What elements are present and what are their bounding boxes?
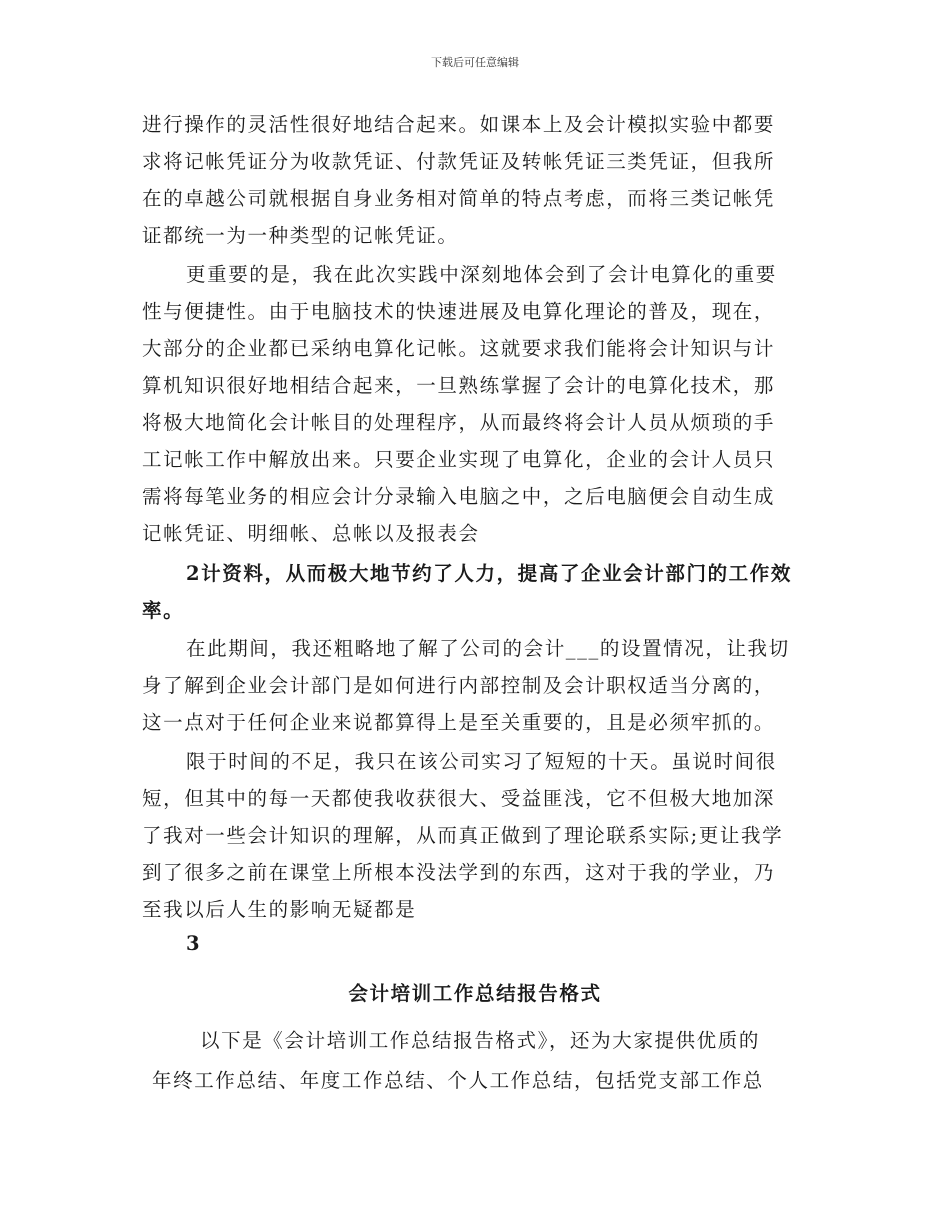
paragraph-line: 身了解到企业会计部门是如何进行内部控制及会计职权适当分离的， — [142, 674, 776, 697]
paragraph-line: 这一点对于任何企业来说都算得上是至关重要的，且是必须牢抓的。 — [142, 711, 776, 734]
paragraph-line: 工记帐工作中解放出来。只要企业实现了电算化，企业的会计人员只 — [142, 448, 776, 471]
page-header: 下载后可任意编辑 — [431, 56, 519, 69]
paragraph-line: 进行操作的灵活性很好地结合起来。如课本上及会计模拟实验中都要 — [142, 113, 776, 136]
paragraph-line: 年终工作总结、年度工作总结、个人工作总结，包括党支部工作总 — [152, 1069, 764, 1092]
paragraph-line: 在此期间，我还粗略地了解了公司的会计___的设置情况，让我切 — [186, 637, 790, 660]
paragraph-line: 记帐凭证、明细帐、总帐以及报表会 — [142, 522, 480, 545]
paragraph-line: 算机知识很好地相结合起来，一旦熟练掌握了会计的电算化技术，那 — [142, 374, 776, 397]
paragraph-line: 求将记帐凭证分为收款凭证、付款凭证及转帐凭证三类凭证，但我所 — [142, 150, 776, 173]
paragraph-line: 证都统一为一种类型的记帐凭证。 — [142, 224, 459, 247]
page-number: 3 — [186, 932, 202, 955]
bold-paragraph-line: 2计资料，从而极大地节约了人力，提高了企业会计部门的工作效 — [186, 562, 792, 585]
paragraph-line: 短，但其中的每一天都使我收获很大、受益匪浅，它不但极大地加深 — [142, 787, 776, 810]
paragraph-line: 需将每笔业务的相应会计分录输入电脑之中，之后电脑便会自动生成 — [142, 485, 776, 508]
paragraph-line: 以下是《会计培训工作总结报告格式》，还为大家提供优质的 — [200, 1029, 760, 1052]
paragraph-line: 更重要的是，我在此次实践中深刻地体会到了会计电算化的重要 — [186, 263, 777, 286]
paragraph-line: 了我对一些会计知识的理解，从而真正做到了理论联系实际;更让我学 — [142, 824, 784, 847]
paragraph-line: 至我以后人生的影响无疑都是 — [142, 898, 417, 921]
paragraph-line: 到了很多之前在课堂上所根本没法学到的东西，这对于我的学业，乃 — [142, 861, 776, 884]
paragraph-line: 性与便捷性。由于电脑技术的快速进展及电算化理论的普及，现在， — [142, 300, 776, 323]
bold-paragraph-line: 率。 — [142, 599, 185, 622]
paragraph-line: 在的卓越公司就根据自身业务相对简单的特点考虑，而将三类记帐凭 — [142, 187, 776, 210]
paragraph-line: 限于时间的不足，我只在该公司实习了短短的十天。虽说时间很 — [186, 750, 777, 773]
paragraph-line: 大部分的企业都已采纳电算化记帐。这就要求我们能将会计知识与计 — [142, 337, 776, 360]
section-title: 会计培训工作总结报告格式 — [348, 982, 602, 1005]
paragraph-line: 将极大地简化会计帐目的处理程序，从而最终将会计人员从烦琐的手 — [142, 411, 776, 434]
